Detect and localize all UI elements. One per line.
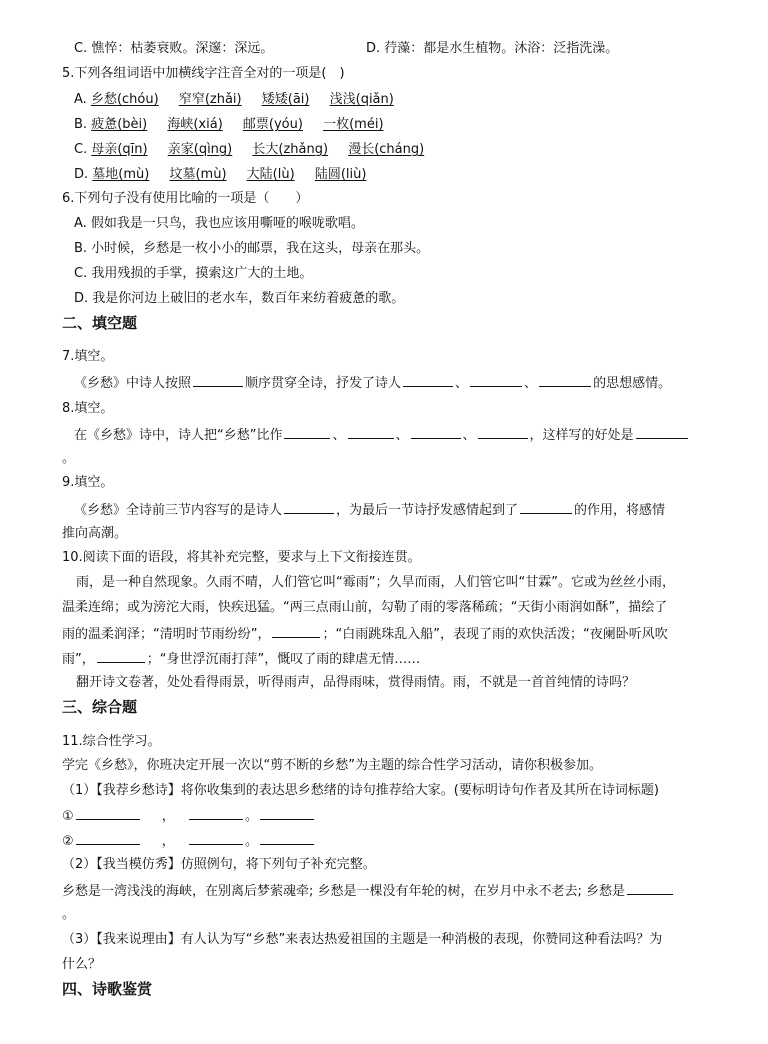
answer-blank[interactable] [189,806,243,820]
q5-option-c [74,141,424,159]
section-2-heading: 二、填空题 [62,314,138,332]
q10-text: 雨”， [62,652,95,667]
pinyin-item: 海峡(xiá) [167,117,223,132]
q10-stem: 10.阅读下面的语段，将其补充完整，要求与上下文衔接连贯。 [62,550,421,565]
answer-blank[interactable] [539,373,591,387]
q9-continuation: 推向高潮。 [62,526,128,541]
q10-text: ；“白雨跳珠乱入船”，表现了雨的欢快活泼；“夜阑卧听风吹 [322,627,668,642]
pinyin-item: 长大(zhǎng) [252,142,329,157]
q9-number: 9.填空。 [62,475,114,490]
answer-blank[interactable] [520,500,572,514]
q7-text: 顺序贯穿全诗，抒发了诗人 [245,376,402,391]
q11-part-2-end: 。 [62,907,76,922]
q11-text: 乡愁是一湾浅浅的海峡，在别离后梦萦魂牵; 乡愁是一棵没有年轮的树，在岁月中永不老去; 乡愁是 [62,884,626,899]
answer-blank[interactable] [403,373,453,387]
q8-end-mark: 。 [62,451,76,466]
answer-blank[interactable] [76,831,140,845]
separator: 。 [244,834,258,849]
answer-blank[interactable] [348,425,394,439]
q10-line-3 [62,624,668,644]
q11-part-3: （3）【我来说理由】有人认为写“乡愁”来表达热爱祖国的主题是一种消极的表现，你赞同这种看法吗？为 [62,932,663,947]
pinyin-item: 墓地(mù) [92,167,150,182]
q10-text: ；“身世浮沉雨打萍”，慨叹了雨的肆虐无情…… [146,652,421,667]
section-3-heading: 三、综合题 [62,698,138,716]
answer-blank[interactable] [470,373,522,387]
separator: 。 [244,809,258,824]
separator: 、 [462,428,476,443]
option-letter: B. [74,117,88,132]
circled-number: ① [62,809,74,824]
separator: 、 [524,376,538,391]
answer-blank[interactable] [411,425,461,439]
pinyin-item: 矮矮(āi) [261,92,310,107]
q9-text: 《乡愁》全诗前三节内容写的是诗人 [74,503,283,518]
q4-option-c: C. 憔悴：枯萎衰败。深邃：深远。 [74,41,274,56]
q10-text: 雨的温柔润泽；“清明时节雨纷纷”， [62,627,271,642]
q11-answer-2 [62,831,316,851]
q7-text: 的思想感情。 [593,376,672,391]
pinyin-item: 母亲(qīn) [91,142,148,157]
pinyin-item: 漫长(cháng) [348,142,425,157]
answer-blank[interactable] [636,425,688,439]
q11-part-2: （2）【我当模仿秀】仿照例句，将下列句子补充完整。 [62,857,376,872]
answer-blank[interactable] [193,373,243,387]
q10-line-1: 雨，是一种自然现象。久雨不晴，人们管它叫“霉雨”；久旱而雨，人们管它叫“甘霖”。它或为丝丝小雨， [76,575,675,590]
answer-blank[interactable] [260,831,314,845]
pinyin-item: 疲惫(bèi) [91,117,148,132]
q10-line-4 [62,649,420,669]
q11-answer-1 [62,806,316,826]
q6-option-c: C. 我用残损的手掌，摸索这广大的土地。 [74,266,313,281]
q5-option-b [74,116,384,134]
q10-line-2: 温柔连绵；或为滂沱大雨，快疾迅猛。“两三点雨山前，勾勒了雨的零落稀疏；“天街小雨润如酥”，描绘了 [62,600,668,615]
answer-blank[interactable] [189,831,243,845]
answer-blank[interactable] [97,649,145,663]
pinyin-item: 坟墓(mù) [169,167,227,182]
section-4-heading: 四、诗歌鉴赏 [62,980,153,998]
q8-number: 8.填空。 [62,401,114,416]
answer-blank[interactable] [260,806,314,820]
circled-number: ② [62,834,74,849]
pinyin-item: 浅浅(qiǎn) [329,92,394,107]
q11-part-2-sentence [62,881,675,901]
option-letter: A. [74,92,87,107]
q6-stem: 6.下列句子没有使用比喻的一项是（ ） [62,191,309,206]
q11-part-3-cont: 什么？ [62,957,102,972]
q4-option-d: D. 荇藻：都是水生植物。沐浴：泛指洗澡。 [366,41,619,56]
pinyin-item: 乡愁(chóu) [90,92,159,107]
answer-blank[interactable] [478,425,528,439]
pinyin-item: 亲家(qìng) [167,142,233,157]
q5-option-a [74,91,394,109]
pinyin-item: 陆圆(liù) [314,167,367,182]
q11-intro: 学完《乡愁》，你班决定开展一次以“剪不断的乡愁”为主题的综合性学习活动，请你积极参加。 [62,758,602,773]
answer-blank[interactable] [627,881,673,895]
answer-blank[interactable] [284,500,334,514]
q11-part-1: （1）【我荐乡愁诗】将你收集到的表达思乡愁绪的诗句推荐给大家。(要标明诗句作者及其所在诗词标题) [62,783,659,798]
q5-stem: 5.下列各组词语中加横线字注音全对的一项是( ) [62,66,345,81]
q6-option-a: A. 假如我是一只鸟，我也应该用嘶哑的喉咙歌唱。 [74,216,364,231]
answer-blank[interactable] [284,425,330,439]
q7-text: 《乡愁》中诗人按照 [74,376,192,391]
separator: 、 [395,428,409,443]
option-letter: C. [74,142,88,157]
q6-option-d: D. 我是你河边上破旧的老水车，数百年来纺着疲惫的歌。 [74,291,405,306]
q9-text: 的作用，将感情 [574,503,666,518]
separator: 、 [455,376,469,391]
q7-body [74,373,671,393]
separator: ， [161,834,175,849]
q6-option-b: B. 小时候，乡愁是一枚小小的邮票，我在这头，母亲在那头。 [74,241,430,256]
pinyin-item: 一枚(méi) [323,117,384,132]
answer-blank[interactable] [76,806,140,820]
pinyin-item: 大陆(lù) [246,167,295,182]
separator: 、 [332,428,346,443]
option-letter: D. [74,167,89,182]
q11-number: 11.综合性学习。 [62,734,161,749]
q8-body [74,425,690,445]
pinyin-item: 窄窄(zhǎi) [178,92,242,107]
q7-number: 7.填空。 [62,349,114,364]
q8-text: ，这样写的好处是 [529,428,634,443]
q8-text: 在《乡愁》诗中，诗人把“乡愁”比作 [74,428,283,443]
q10-line-5: 翻开诗文卷著，处处看得雨景，听得雨声，品得雨味，赏得雨情。雨，不就是一首首纯情的诗吗？ [76,675,636,690]
answer-blank[interactable] [272,624,320,638]
separator: ， [161,809,175,824]
q9-text: ，为最后一节诗抒发感情起到了 [336,503,519,518]
q5-option-d [74,166,366,184]
q9-body [74,500,665,520]
pinyin-item: 邮票(yóu) [242,117,303,132]
